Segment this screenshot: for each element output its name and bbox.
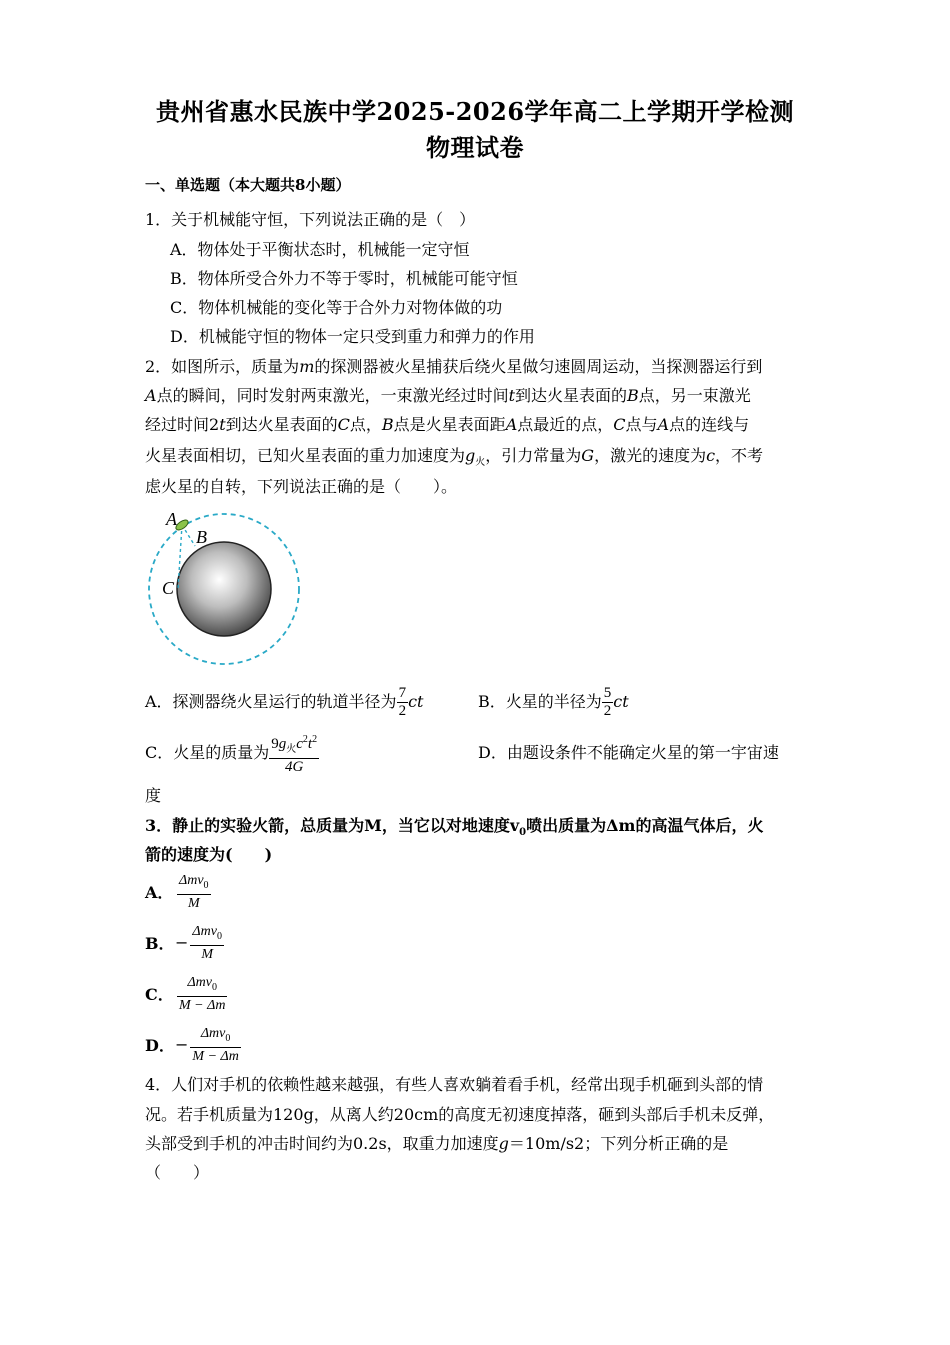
q3-option-c: C． $\frac{\Delta mv_0}{M - \Delta m}$: [145, 975, 226, 1013]
q4-line3: 头部受到手机的冲击时间约为0.2s，取重力加速度g＝10m/s2；下列分析正确的是: [145, 1134, 729, 1153]
q1-option-c: C．物体机械能的变化等于合外力对物体做的功: [170, 298, 503, 317]
q2-line1: 2．如图所示，质量为m的探测器被火星捕获后绕火星做匀速圆周运动，当探测器运行到: [145, 357, 763, 376]
q2-line5: 虑火星的自转，下列说法正确的是（ ）。: [145, 477, 458, 496]
q3-option-a: A． $\frac{\Delta mv_0}{M}$: [145, 873, 209, 911]
label-a: A: [166, 509, 177, 529]
q3-option-b: B．− $\frac{\Delta mv_0}{M}$: [145, 924, 222, 962]
q2-line3: 经过时间2t到达火星表面的C点，B点是火星表面距A点最近的点，C点与A点的连线与: [145, 415, 750, 434]
label-c: C: [162, 578, 175, 598]
q1-option-b: B．物体所受合外力不等于零时，机械能可能守恒: [170, 269, 518, 288]
exam-title-line1: 贵州省惠水民族中学2025-2026学年高二上学期开学检测: [155, 97, 795, 126]
mars-orbit-figure: [140, 505, 310, 675]
section-heading: 一、单选题（本大题共8小题）: [145, 176, 351, 194]
q2-option-a: A．探测器绕火星运行的轨道半径为 $\frac{7}{2}$ ct: [145, 685, 424, 719]
mars-planet: [177, 542, 271, 636]
q2-option-d-wrap: 度: [145, 786, 162, 805]
q2-option-b: B．火星的半径为 $\frac{5}{2}$ ct: [478, 685, 629, 719]
exam-title-line2: 物理试卷: [426, 133, 524, 162]
q3-stem-line1: 3．静止的实验火箭，总质量为M，当它以对地速度$v_0$喷出质量为Δm的高温气体后，火: [145, 816, 764, 839]
label-b: B: [196, 527, 207, 547]
q4-line2: 况。若手机质量为120g，从离人约20cm的高度无初速度掉落，砸到头部后手机未反弹，: [145, 1105, 775, 1124]
q1-option-a: A．物体处于平衡状态时，机械能一定守恒: [170, 240, 470, 259]
q4-line1: 4．人们对手机的依赖性越来越强，有些人喜欢躺着看手机，经常出现手机砸到头部的情: [145, 1075, 764, 1094]
q2-line2: A点的瞬间，同时发射两束激光，一束激光经过时间t到达火星表面的B点，另一束激光: [145, 386, 751, 405]
q3-stem-line2: 箭的速度为( ): [145, 845, 273, 864]
q1-option-d: D．机械能守恒的物体一定只受到重力和弹力的作用: [170, 327, 535, 346]
q2-line4: 火星表面相切，已知火星表面的重力加速度为$g_火$，引力常量为G，激光的速度为c，不考: [145, 446, 764, 469]
q4-line4: （ ）: [145, 1163, 210, 1182]
q3-option-d: D．− $\frac{\Delta mv_0}{M - \Delta m}$: [145, 1026, 239, 1064]
q2-option-c: C．火星的质量为 $\frac{9g_火c^2t^2}{4G}$: [145, 731, 319, 775]
q2-option-d: D．由题设条件不能确定火星的第一宇宙速: [478, 743, 779, 762]
q1-stem: 1．关于机械能守恒，下列说法正确的是（ ）: [145, 210, 476, 229]
